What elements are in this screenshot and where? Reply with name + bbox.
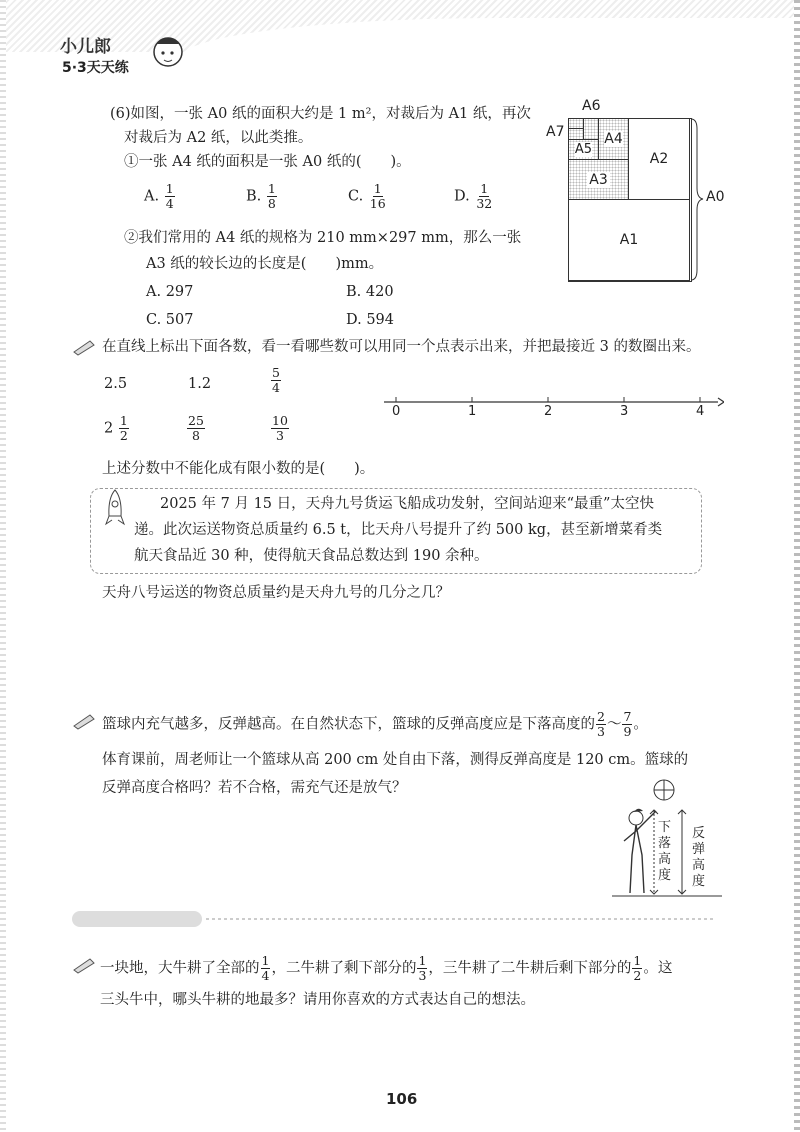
left-border-texture [0, 0, 6, 1132]
value-2-1-2: 2 $\frac{1}{2}$ [104, 413, 128, 443]
cell-a3: A3 [568, 159, 629, 200]
q6-sub2-option-a: A. 297 [146, 284, 194, 300]
cell-a5: A5 [568, 139, 599, 160]
q6-sub2-1: ②我们常用的 A4 纸的规格为 210 mm×297 mm，那么一张 [124, 230, 522, 246]
header-curve [180, 18, 800, 98]
bounce-height-label: 反弹高度 [692, 826, 706, 889]
paper-size-figure [568, 118, 692, 282]
cell-a2: A2 [628, 118, 690, 200]
q6-sub2-option-b: B. 420 [346, 284, 394, 300]
cell-a8 [568, 128, 584, 140]
value-1-2: 1.2 [188, 376, 212, 392]
basketball-line-2: 体育课前，周老师让一个篮球从高 200 cm 处自由下落，测得反弹高度是 120 cm。篮球的 [102, 752, 689, 768]
tick-0: 0 [392, 404, 401, 419]
section-divider [66, 908, 726, 930]
rocket-icon [104, 488, 126, 534]
news-line-1: 2025 年 7 月 15 日，天舟九号货运飞船成功发射，空间站迎来“最重”太空快 [160, 496, 654, 512]
value-5-4: $\frac{5}{4}$ [272, 365, 280, 395]
tick-1: 1 [468, 404, 477, 419]
pencil-icon [72, 338, 98, 356]
pencil-icon-3 [72, 956, 98, 974]
label-a6: A6 [582, 98, 601, 114]
q6-sub1-option-d: D. $\frac{1}{32}$ [454, 181, 493, 211]
label-a7: A7 [546, 124, 565, 140]
q6-intro-2: 对裁后为 A2 纸，以此类推。 [124, 130, 313, 146]
q6-sub1-option-a: A. $\frac{1}{4}$ [144, 181, 174, 211]
news-line-3: 航天食品近 30 种，使得航天食品总数达到 190 余种。 [134, 548, 489, 564]
numline-followup: 上述分数中不能化成有限小数的是( )。 [102, 461, 375, 477]
tick-4: 4 [696, 404, 705, 419]
value-25-8: $\frac{25}{8}$ [188, 413, 204, 443]
fall-height-label: 下落高度 [658, 820, 672, 883]
value-10-3: $\frac{10}{3}$ [272, 413, 288, 443]
numline-prompt: 在直线上标出下面各数，看一看哪些数可以用同一个点表示出来，并把最接近 3 的数圈出来。 [102, 339, 701, 355]
ox-line-2: 三头牛中，哪头牛耕的地最多？请用你喜欢的方式表达自己的想法。 [100, 992, 535, 1008]
q6-sub1: ①一张 A4 纸的面积是一张 A0 纸的( )。 [124, 154, 411, 170]
q6-sub2-2: A3 纸的较长边的长度是( )mm。 [146, 256, 384, 272]
series-label: 5·3天天练 [62, 60, 129, 76]
cell-a4: A4 [598, 118, 629, 160]
q6-sub2-option-c: C. 507 [146, 312, 194, 328]
q6-intro-1: (6)如图，一张 A0 纸的面积大约是 1 m²，对裁后为 A1 纸，再次 [110, 106, 531, 122]
value-2-5: 2.5 [104, 376, 128, 392]
cell-a1: A1 [568, 199, 690, 281]
tick-2: 2 [544, 404, 553, 419]
svg-text:小儿郎: 小儿郎 [60, 37, 111, 57]
a0-brace [690, 118, 704, 282]
news-question: 天舟八号运送的物资总质量约是天舟九号的几分之几？ [102, 585, 450, 601]
q6-sub2-option-d: D. 594 [346, 312, 395, 328]
q6-sub1-option-b: B. $\frac{1}{8}$ [246, 181, 276, 211]
basketball-line-1: 篮球内充气越多，反弹越高。在自然状态下，篮球的反弹高度应是下落高度的 $\frac{2}{3}$ ～ $\frac{7}{9}$ 。 [102, 709, 648, 739]
number-line [384, 394, 724, 410]
page-number: 106 [386, 1090, 418, 1108]
ox-line-1: 一块地，大牛耕了全部的 $\frac{1}{4}$ ，二牛耕了剩下部分的 $\frac{1}{3}$ ，三牛耕了二牛耕后剩下部分的 $\frac{1}{2}$ 。这 [100, 953, 673, 983]
pencil-icon-2 [72, 712, 98, 730]
news-line-2: 递。此次运送物资总质量约 6.5 t，比天舟八号提升了约 500 kg，甚至新增菜肴类 [134, 522, 663, 538]
tick-3: 3 [620, 404, 629, 419]
right-border-texture [794, 0, 800, 1132]
label-a0: A0 [706, 189, 725, 205]
q6-sub1-option-c: C. $\frac{1}{16}$ [348, 181, 386, 211]
cell-a6 [583, 118, 599, 140]
basketball-line-3: 反弹高度合格吗？若不合格，需充气还是放气？ [102, 780, 407, 796]
